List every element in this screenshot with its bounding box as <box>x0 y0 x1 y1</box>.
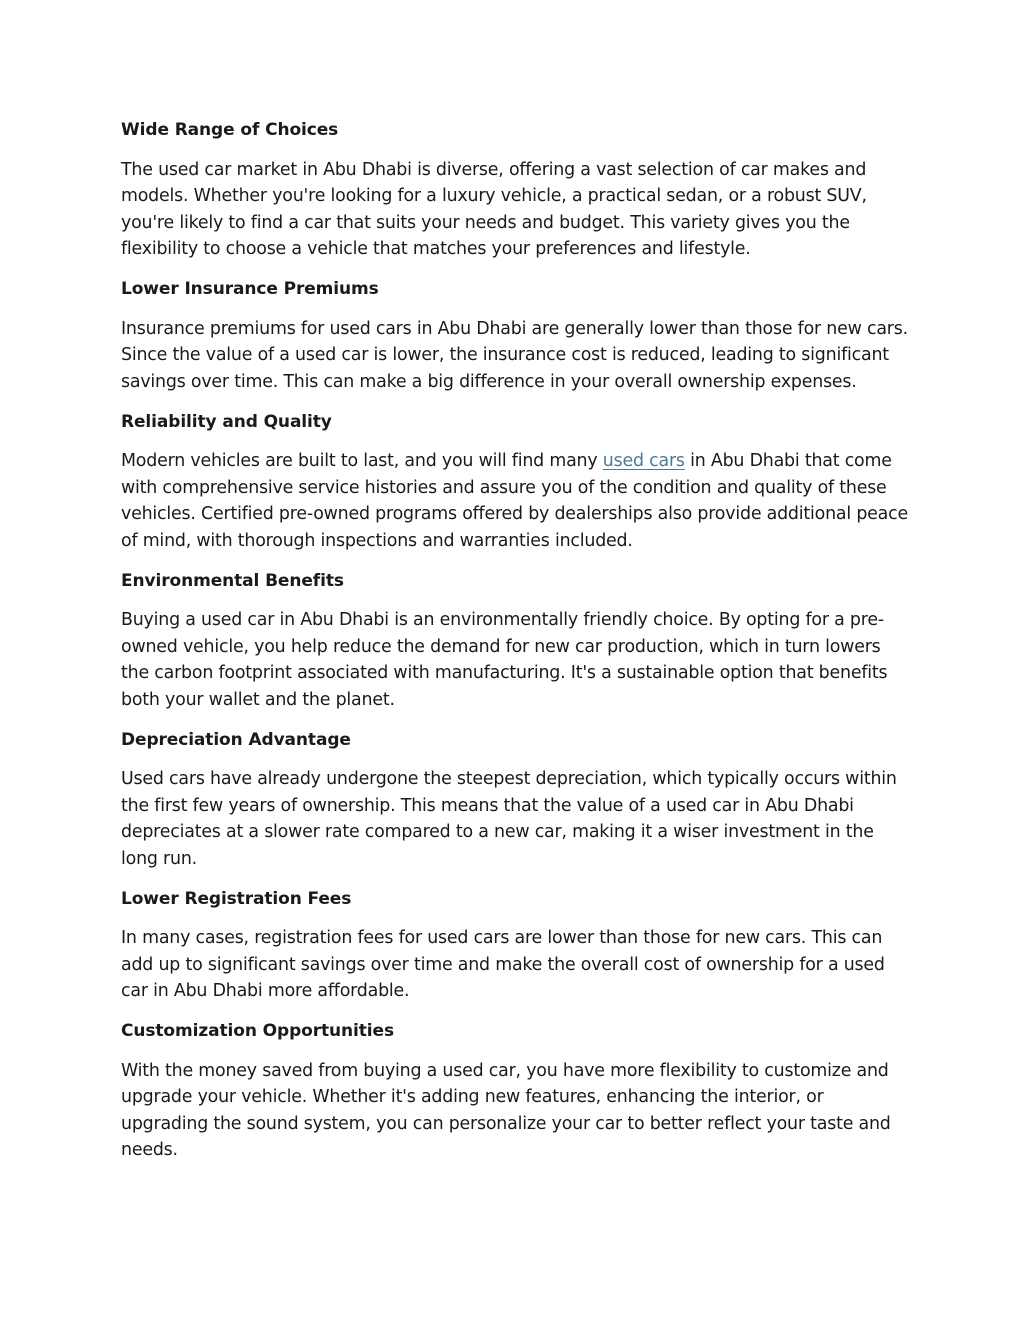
section-heading: Wide Range of Choices <box>121 120 339 140</box>
section-lower-registration-fees <box>121 886 911 1005</box>
paragraph-text-before-link: Modern vehicles are built to last, and you will find many <box>121 451 603 471</box>
section-customization-opportunities <box>121 1018 911 1164</box>
section-heading: Lower Insurance Premiums <box>121 279 379 299</box>
section-heading: Reliability and Quality <box>121 411 332 432</box>
section-heading: Environmental Benefits <box>121 570 344 591</box>
section-lower-insurance-premiums <box>121 276 911 395</box>
section-heading: Customization Opportunities <box>121 1021 394 1041</box>
section-paragraph: With the money saved from buying a used car, you have more flexibility to customize and upgrade your vehicle. Whether it's adding new features, enhancing the interior, or upgrading the sound system, you can personalize your car to better reflect your taste and needs. <box>121 1060 891 1160</box>
section-paragraph <box>121 448 911 554</box>
paragraph-text-after-link: in Abu Dhabi that come with comprehensive service histories and assure you of the condition and quality of these vehicles. Certified pre-owned programs offered by dealerships also provide additional peace of mind, with thorough inspections and warranties included. <box>121 451 908 551</box>
section-paragraph: Used cars have already undergone the steepest depreciation, which typically occurs within the first few years of ownership. This means that the value of a used car in Abu Dhabi depreciates at a slower rate compared to a new car, making it a wiser investment in the long run. <box>121 769 897 869</box>
section-heading: Depreciation Advantage <box>121 729 351 750</box>
section-paragraph: Buying a used car in Abu Dhabi is an environmentally friendly choice. By opting for a pre-owned vehicle, you help reduce the demand for new car production, which in turn lowers the carbon footprint associated with manufacturing. It's a sustainable option that benefits both your wallet and the planet. <box>121 610 888 710</box>
section-reliability-and-quality <box>121 409 911 555</box>
section-heading: Lower Registration Fees <box>121 888 352 909</box>
section-paragraph: The used car market in Abu Dhabi is diverse, offering a vast selection of car makes and models. Whether you're looking for a luxury vehicle, a practical sedan, or a robust SUV, you're likely to find a car that suits your needs and budget. This variety gives you the flexibility to choose a vehicle that matches your preferences and lifestyle. <box>121 159 867 259</box>
section-paragraph: In many cases, registration fees for used cars are lower than those for new cars. This can add up to significant savings over time and make the overall cost of ownership for a used car in Abu Dhabi more affordable. <box>121 928 885 1001</box>
section-wide-range-of-choices <box>121 117 911 263</box>
section-depreciation-advantage <box>121 727 911 873</box>
section-paragraph: Insurance premiums for used cars in Abu Dhabi are generally lower than those for new cars. Since the value of a used car is lower, the insurance cost is reduced, leading to significant savings over time. This can make a big difference in your overall ownership expenses. <box>121 318 908 392</box>
section-environmental-benefits <box>121 568 911 714</box>
used-cars-link[interactable]: used cars <box>602 451 685 471</box>
document-page <box>121 117 911 1177</box>
